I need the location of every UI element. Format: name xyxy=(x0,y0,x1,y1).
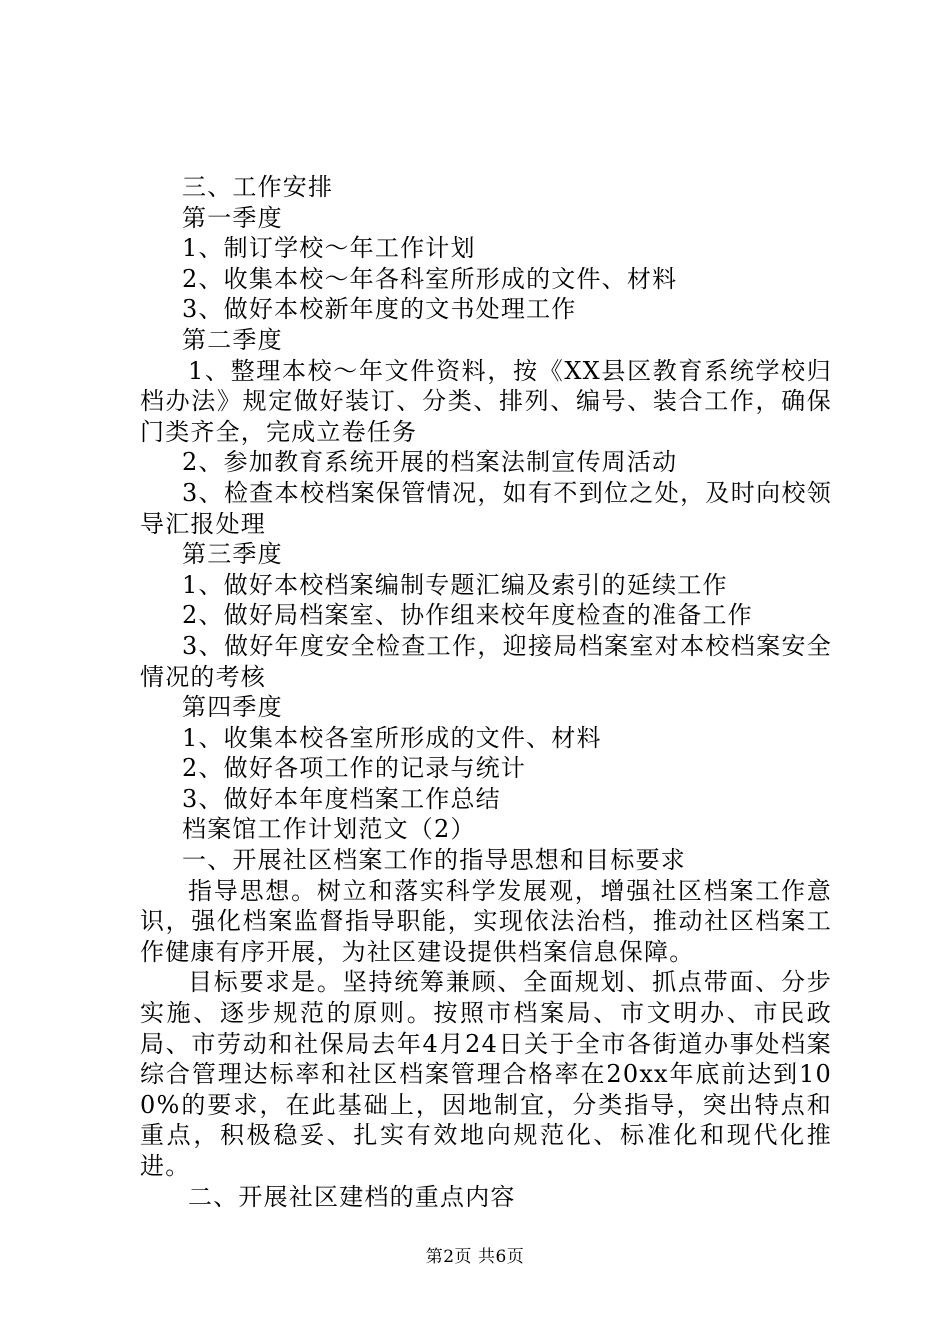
list-item: 1、整理本校～年文件资料，按《XX县区教育系统学校归档办法》规定做好装订、分类、排列、编号、装合工作，确保门类齐全，完成立卷任务 xyxy=(140,356,832,446)
list-item: 3、做好年度安全检查工作，迎接局档案室对本校档案安全情况的考核 xyxy=(140,631,832,691)
list-item: 2、收集本校～年各科室所形成的文件、材料 xyxy=(182,264,678,293)
section-title-sample-2: 档案馆工作计划范文（2） xyxy=(182,815,476,844)
quarter-heading-q3: 第三季度 xyxy=(182,540,283,569)
list-item: 1、制订学校～年工作计划 xyxy=(182,234,476,263)
list-item: 3、做好本年度档案工作总结 xyxy=(182,784,501,813)
quarter-heading-q4: 第四季度 xyxy=(182,693,283,722)
list-item: 2、做好各项工作的记录与统计 xyxy=(182,754,527,783)
list-item: 2、做好局档案室、协作组来校年度检查的准备工作 xyxy=(182,601,753,630)
list-item: 1、做好本校档案编制专题汇编及索引的延续工作 xyxy=(182,570,728,599)
section-heading-key-content: 二、开展社区建档的重点内容 xyxy=(188,1182,516,1211)
list-item: 3、做好本校新年度的文书处理工作 xyxy=(182,295,577,324)
document-body xyxy=(140,172,832,1212)
body-paragraph: 目标要求是。坚持统筹兼顾、全面规划、抓点带面、分步实施、逐步规范的原则。按照市档案局、市文明办、市民政局、市劳动和社保局去年4月24日关于全市各街道办事处档案综合管理达标率和社区档案管理合格率在20xx年底前达到100%的要求，在此基础上，因地制宜，分类指导，突出特点和重点，积极稳妥、扎实有效地向规范化、标准化和现代化推进。 xyxy=(140,968,832,1180)
list-item: 3、检查本校档案保管情况，如有不到位之处，及时向校领导汇报处理 xyxy=(140,478,832,538)
body-paragraph: 指导思想。树立和落实科学发展观，增强社区档案工作意识，强化档案监督指导职能，实现依法治档，推动社区档案工作健康有序开展，为社区建设提供档案信息保障。 xyxy=(140,876,832,966)
section-heading-work-arrangement: 三、工作安排 xyxy=(182,173,334,201)
section-heading-guiding-ideology: 一、开展社区档案工作的指导思想和目标要求 xyxy=(182,846,686,875)
quarter-heading-q2: 第二季度 xyxy=(182,325,283,354)
list-item: 1、收集本校各室所形成的文件、材料 xyxy=(182,723,602,752)
list-item: 2、参加教育系统开展的档案法制宣传周活动 xyxy=(182,448,678,477)
page-footer: 第2页 共6页 xyxy=(425,1247,525,1267)
quarter-heading-q1: 第一季度 xyxy=(182,203,283,232)
